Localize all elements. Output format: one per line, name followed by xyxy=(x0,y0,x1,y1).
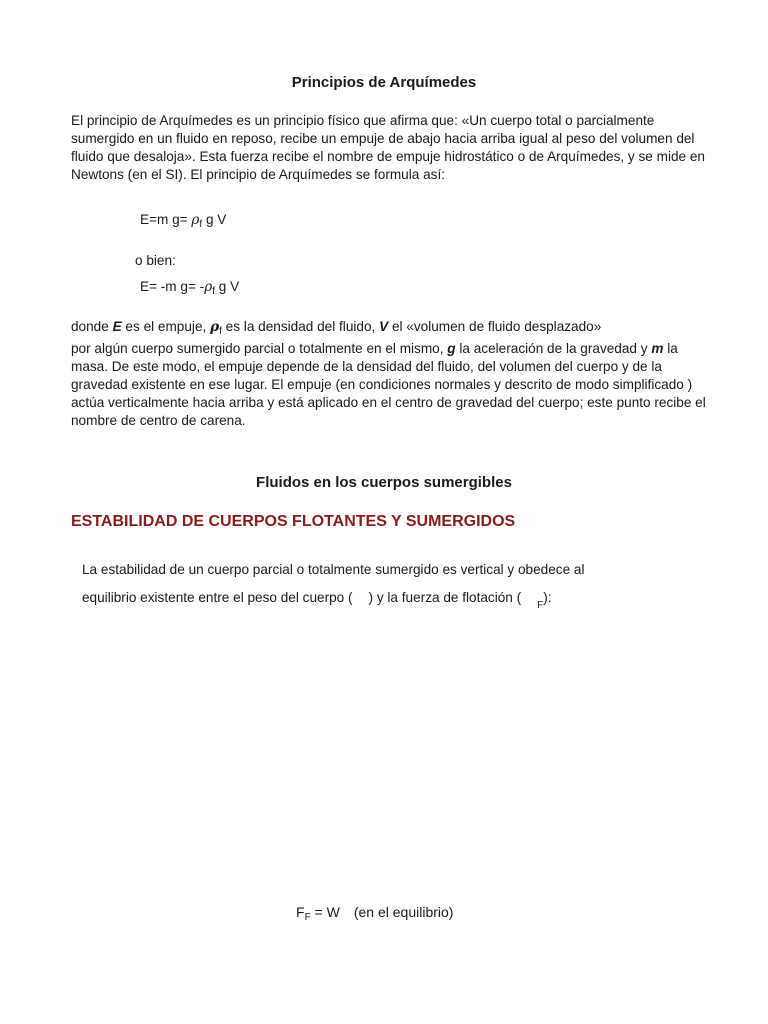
rho-symbol: ρ xyxy=(191,212,200,228)
stability-paragraph xyxy=(82,556,702,612)
symbol-g: g xyxy=(447,341,456,356)
symbol-v: V xyxy=(379,319,389,334)
rho-subscript: f xyxy=(212,286,215,297)
force-subscript: F xyxy=(304,912,311,923)
rho-symbol: ρ xyxy=(204,279,213,295)
formula-empuje xyxy=(140,211,226,229)
formula-suffix: g V xyxy=(202,212,227,227)
explanation-paragraph xyxy=(71,318,711,430)
intro-paragraph: El principio de Arquímedes es un principio físico que afirma que: «Un cuerpo total o parcialmente sumergido en un fluido en reposo, recibe un empuje de abajo hacia arriba igual al peso del volumen del fluido que desaloja». Esta fuerza recibe el nombre de empuje hidrostático o de Arquímedes, y se mide en Newtons (en el SI). El principio de Arquímedes se formula así: xyxy=(71,113,705,182)
text: es el empuje, xyxy=(121,319,211,334)
equilibrium-equation xyxy=(296,904,454,923)
section-heading: ESTABILIDAD DE CUERPOS FLOTANTES Y SUMERGIDOS xyxy=(71,513,516,530)
text: equilibrio existente entre el peso del cuerpo ( xyxy=(82,590,353,605)
or-label: o bien: xyxy=(135,253,176,268)
text: el «volumen de fluido desplazado» xyxy=(388,319,602,334)
text: es la densidad del fluido, xyxy=(221,319,380,334)
rho-subscript: f xyxy=(219,326,222,337)
stability-line-1: La estabilidad de un cuerpo parcial o totalmente sumergido es vertical y obedece al xyxy=(82,562,585,577)
formula-suffix: g V xyxy=(215,279,240,294)
rho-subscript: f xyxy=(199,219,203,230)
text: la aceleración de la gravedad y xyxy=(455,341,652,356)
force-symbol: F xyxy=(296,904,305,920)
text: ) y la fuerza de flotación ( xyxy=(368,590,522,605)
section-subtitle: Fluidos en los cuerpos sumergibles xyxy=(256,474,512,491)
formula-prefix: E=m g= xyxy=(140,212,192,227)
explanation-first-line xyxy=(71,318,711,336)
text: por algún cuerpo sumergido parcial o totalmente en el mismo, xyxy=(71,341,448,356)
equation-note: (en el equilibrio) xyxy=(353,904,454,920)
page-title: Principios de Arquímedes xyxy=(291,74,477,91)
formula-empuje-alt xyxy=(140,278,239,296)
text: donde xyxy=(71,319,113,334)
symbol-e: E xyxy=(112,319,122,334)
equation-rhs: = W xyxy=(310,904,340,920)
symbol-m: m xyxy=(651,341,664,356)
text: la masa. De este modo, el empuje depende de la densidad del fluido, del volumen del cuerpo y de la gravedad existente en ese lugar. El empuje (en condiciones normales y descrito de modo simplificado ) actúa verticalmente hacia arriba y está aplicado en el centro de gravedad del cuerpo; este punto recibe el nombre de centro de carena. xyxy=(71,341,706,428)
symbol-rho: ρ xyxy=(210,319,220,335)
force-subscript: F xyxy=(537,600,544,611)
formula-prefix: E= -m g= - xyxy=(140,279,205,294)
text: ): xyxy=(543,590,552,605)
